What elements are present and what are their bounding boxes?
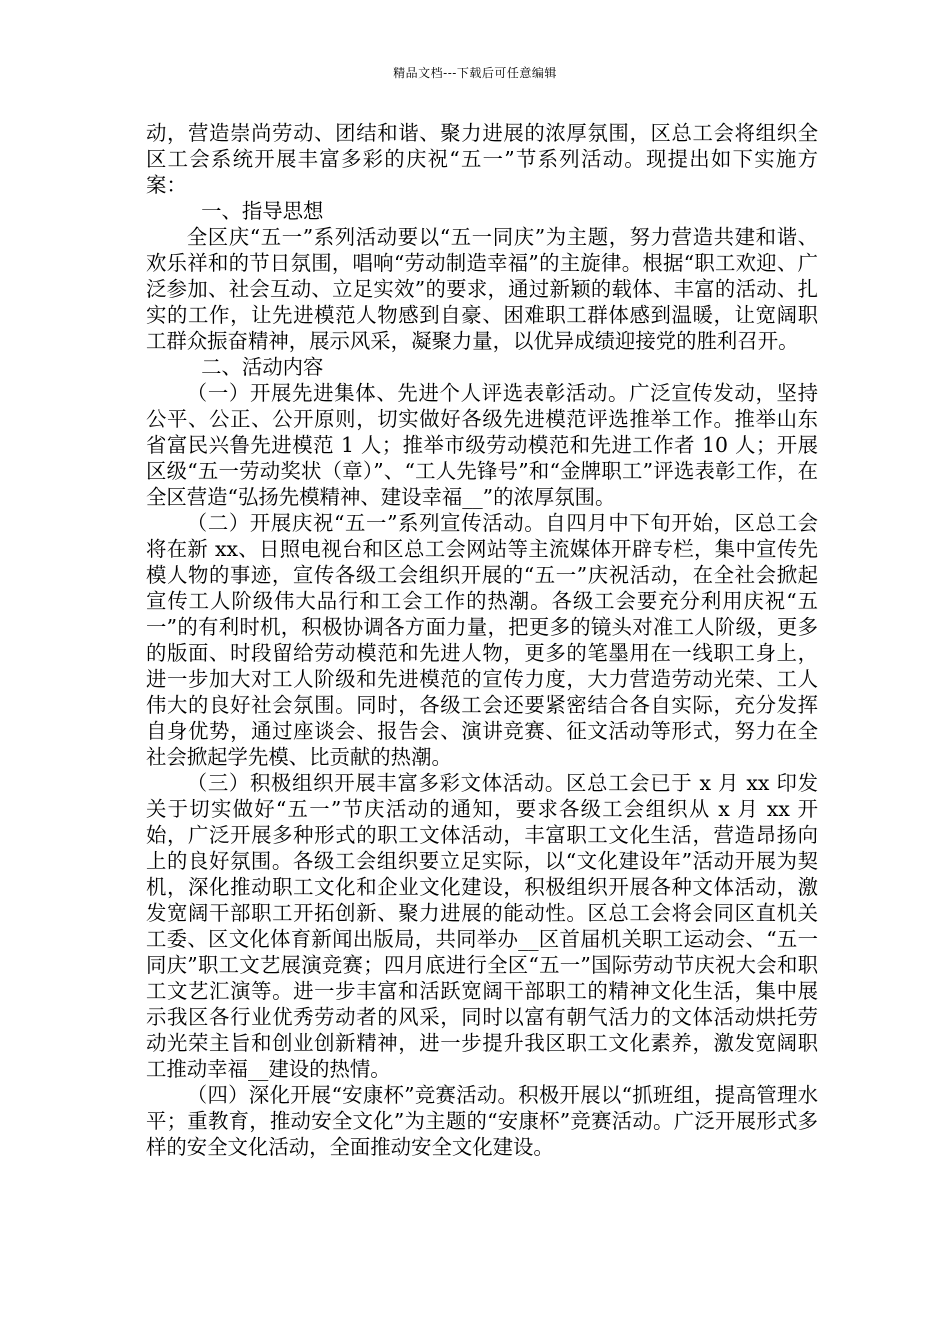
section-heading-guiding-ideology: 一、指导思想	[201, 199, 324, 223]
paragraph-intro-continuation: 动，营造崇尚劳动、团结和谐、聚力进展的浓厚氛围，区总工会将组织全区工会系统开展丰富多彩的庆祝“五一”节系列活动。现提出如下实施方案：	[146, 121, 818, 197]
section-heading-activities: 二、活动内容	[201, 355, 324, 379]
paragraph-activity-2: （二）开展庆祝“五一”系列宣传活动。自四月中下旬开始，区总工会将在新 xx、日照电视台和区总工会网站等主流媒体开辟专栏，集中宣传先模人物的事迹，宣传各级工会组织开展的“五一”庆祝活动，在全社会掀起宣传工人阶级伟大品行和工会工作的热潮。各级工会要充分利用庆祝“五一”的有利时机，积极协调各方面力量，把更多的镜头对准工人阶级，更多的版面、时段留给劳动模范和先进人物，更多的笔墨用在一线职工身上，进一步加大对工人阶级和先进模范的宣传力度，大力营造劳动光荣、工人伟大的良好社会氛围。同时，各级工会还要紧密结合各自实际，充分发挥自身优势，通过座谈会、报告会、演讲竞赛、征文活动等形式，努力在全社会掀起学先模、比贡献的热潮。	[146, 511, 818, 769]
paragraph-activity-4: （四）深化开展“安康杯”竞赛活动。积极开展以“抓班组，提高管理水平；重教育，推动安全文化”为主题的“安康杯”竞赛活动。广泛开展形式多样的安全文化活动，全面推动安全文化建设。	[146, 1083, 818, 1159]
paragraph-activity-3: （三）积极组织开展丰富多彩文体活动。区总工会已于 x 月 xx 印发关于切实做好“五一”节庆活动的通知，要求各级工会组织从 x 月 xx 开始，广泛开展多种形式的职工文体活动，丰富职工文化生活，营造昂扬向上的良好氛围。各级工会组织要立足实际，以“文化建设年”活动开展为契机，深化推动职工文化和企业文化建设，积极组织开展各种文体活动，激发宽阔干部职工开拓创新、聚力进展的能动性。区总工会将会同区直机关工委、区文化体育新闻出版局，共同举办__区首届机关职工运动会、“五一同庆”职工文艺展演竞赛；四月底进行全区“五一”国际劳动节庆祝大会和职工文艺汇演等。进一步丰富和活跃宽阔干部职工的精神文化生活，集中展示我区各行业优秀劳动者的风采，同时以富有朝气活力的文体活动烘托劳动光荣主旨和创业创新精神，进一步提升我区职工文化素养，激发宽阔职工推动幸福__建设的热情。	[146, 771, 818, 1081]
page-header: 精品文档---下载后可任意编辑	[393, 66, 557, 80]
paragraph-activity-1: （一）开展先进集体、先进个人评选表彰活动。广泛宣传发动，坚持公平、公正、公开原则，切实做好各级先进模范评选推举工作。推举山东省富民兴鲁先进模范 1 人；推举市级劳动模范和先进工作者 10 人；开展区级“五一劳动奖状（章）”、“工人先锋号”和“金牌职工”评选表彰工作，在全区营造“弘扬先模精神、建设幸福__”的浓厚氛围。	[146, 381, 818, 509]
paragraph-guiding-ideology: 全区庆“五一”系列活动要以“五一同庆”为主题，努力营造共建和谐、欢乐祥和的节日氛围，唱响“劳动制造幸福”的主旋律。根据“职工欢迎、广泛参加、社会互动、立足实效”的要求，通过新颖的载体、丰富的活动、扎实的工作，让先进模范人物感到自豪、困难职工群体感到温暖，让宽阔职工群众振奋精神，展示风采，凝聚力量，以优异成绩迎接党的胜利召开。	[146, 225, 818, 353]
document-body	[146, 120, 818, 1160]
